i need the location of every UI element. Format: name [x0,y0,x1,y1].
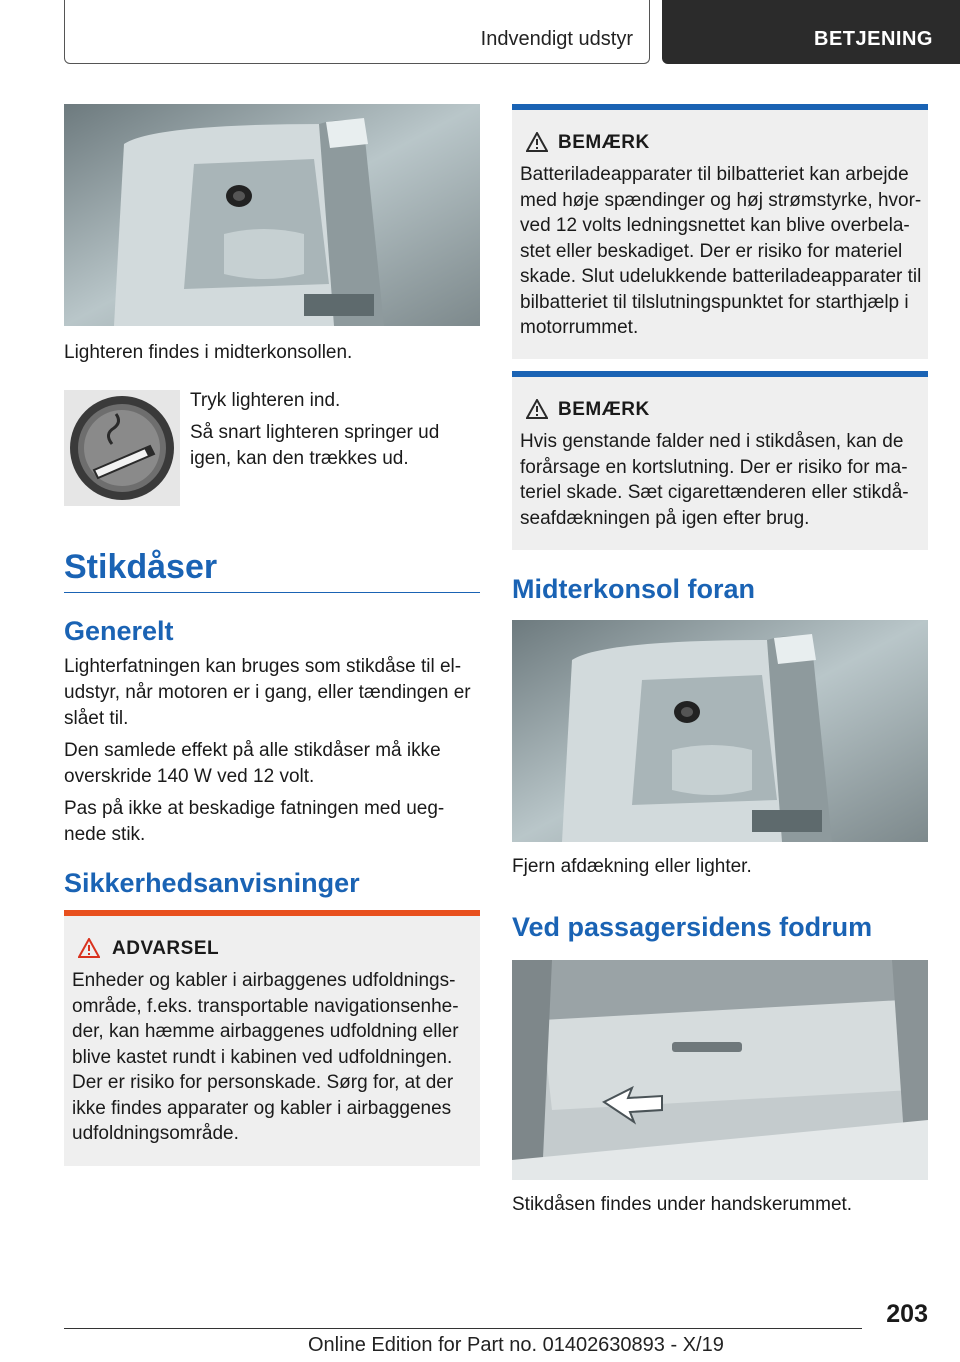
photo2-caption: Fjern afdækning eller lighter. [512,856,752,877]
note-box-2 [512,371,928,550]
section-heading-rule [64,592,480,593]
note-title-2: BEMÆRK [558,399,650,420]
console-photo-2 [512,620,928,842]
note-text-1: Batteriladeapparater til bilbatteriet kan arbejde med høje spændinger og høj strømstyrke, hvor-ved 12 volts ledningsnettet kan blive overbela-stet eller beskadiget. Der er risiko for materiel skade. Slut udelukkende batteriladeapparater til bilbatteriet til tilslutningspunktet for starthjælp i motorrummet. [520,164,922,338]
page-number: 203 [886,1300,928,1328]
subheading-passenger-footwell: Ved passagersidens fodrum [512,912,873,942]
footer-rule [64,1328,862,1329]
warning-text: Enheder og kabler i airbaggenes udfoldnings-område, f.eks. transportable navigationsenhe-der, kan hæmme airbaggenes udfoldning eller blive kastet rundt i kabinen ved udfoldningen. Der er risiko for personskade. Sørg for, at der ikke findes apparater og kabler i airbaggenes udfoldningsområde. [72,970,459,1144]
console-photo-1 [64,104,480,326]
glovebox-photo [512,960,928,1180]
header-chapter-title: BETJENING [814,28,933,50]
subheading-generelt: Generelt [64,616,174,646]
icon-step-1: Tryk lighteren ind. [190,390,341,411]
subheading-safety: Sikkerhedsanvisninger [64,868,360,898]
note-bar-1 [512,104,928,110]
generelt-paragraph-1: Lighterfatningen kan bruges som stikdåse til el-udstyr, når motoren er i gang, eller tændingen er slået til. [64,656,471,729]
note-text-2: Hvis genstande falder ned i stikdåsen, kan de forårsage en kortslutning. Der er risiko for ma-teriel skade. Sæt cigarettænderen eller stikdå-seafdækningen på igen efter brug. [520,431,909,529]
note-triangle-icon-1 [526,132,548,152]
note-bar-2 [512,371,928,377]
footer-edition: Online Edition for Part no. 01402630893 - X/19 [308,1334,724,1356]
subheading-front-console: Midterkonsol foran [512,574,756,604]
generelt-paragraph-2: Den samlede effekt på alle stikdåser må ikke overskride 140 W ved 12 volt. [64,740,441,787]
section-heading-stikdaser: Stikdåser [64,548,218,586]
photo1-caption: Lighteren findes i midterkonsollen. [64,342,353,363]
warning-bar [64,910,480,916]
header-section-tab [64,0,650,64]
glovebox-caption: Stikdåsen findes under handskerummet. [512,1194,853,1215]
header-chapter-tab [662,0,960,64]
note-title-1: BEMÆRK [558,132,650,153]
icon-step-2: Så snart lighteren springer ud igen, kan den trækkes ud. [190,422,440,469]
lighter-button-icon [64,390,180,506]
generelt-paragraph-3: Pas på ikke at beskadige fatningen med ueg-nede stik. [64,798,445,845]
header-section-title: Indvendigt udstyr [480,28,633,50]
note-triangle-icon-2 [526,399,548,419]
note-box-1 [512,104,928,359]
warning-box [64,910,480,1166]
warning-title: ADVARSEL [112,938,220,959]
warning-triangle-icon [78,938,100,958]
